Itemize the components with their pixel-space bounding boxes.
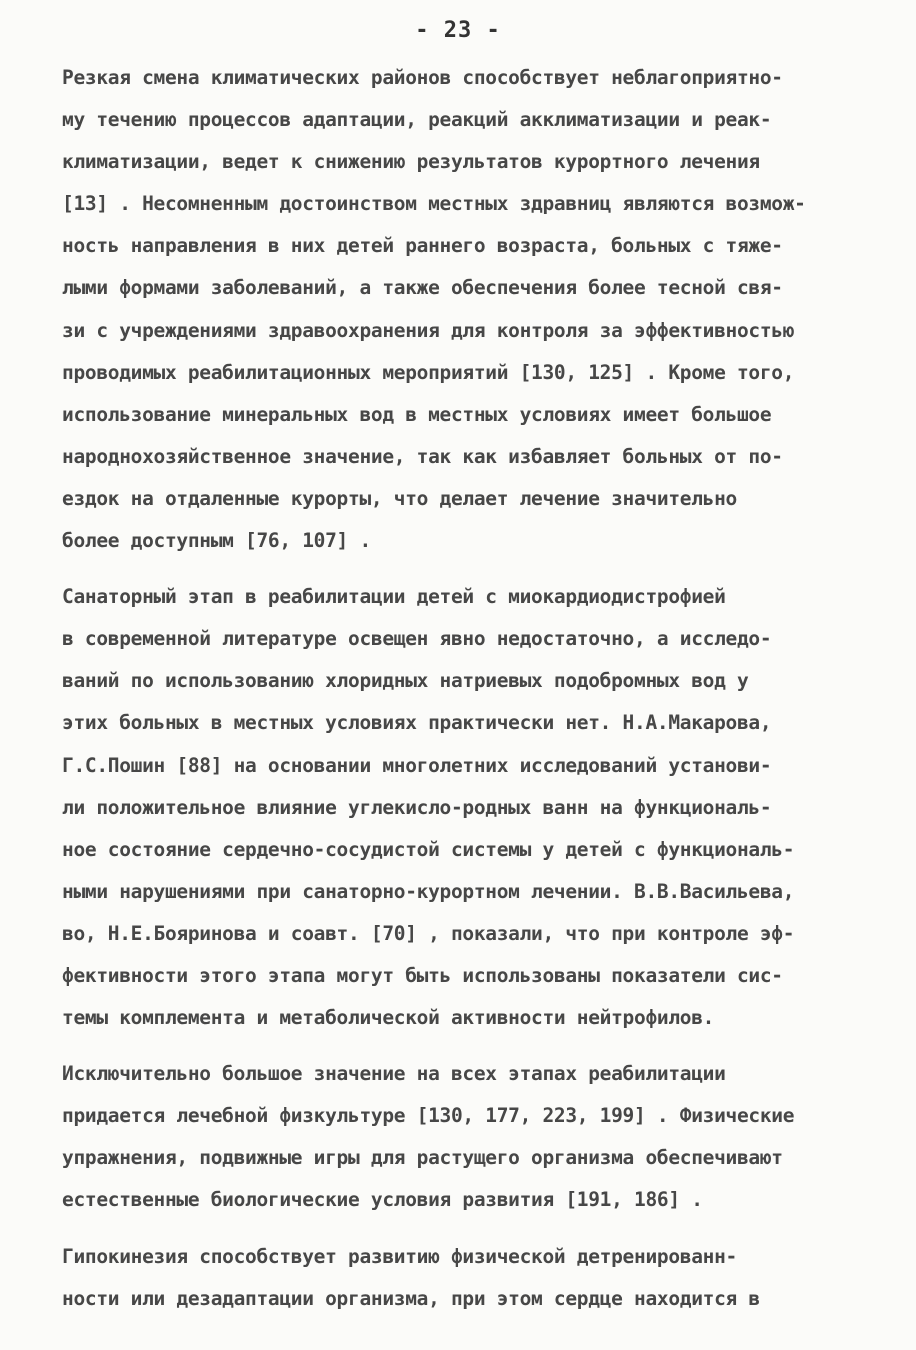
text-line: ное состояние сердечно-сосудистой системы у детей с функциональ- <box>62 837 795 861</box>
text-line: ность направления в них детей раннего возраста, больных с тяже- <box>62 234 783 258</box>
text-line: ездок на отдаленные курорты, что делает лечение значительно <box>62 486 737 510</box>
text-line: во, Н.Е.Бояринова и соавт. [70] , показали, что при контроле эф- <box>62 921 795 945</box>
text-line: темы комплемента и метаболической активности нейтрофилов. <box>62 1006 715 1030</box>
text-line: ваний по использованию хлоридных натриевых подобромных вод у <box>62 669 749 693</box>
text-line: ности или дезадаптации организма, при этом сердце находится в <box>62 1286 760 1310</box>
paragraph-1 <box>62 57 854 562</box>
page-number: - 23 - <box>415 18 501 43</box>
text-line: Г.С.Пошин [88] на основании многолетних исследований установи- <box>62 753 772 777</box>
text-line: лыми формами заболеваний, а также обеспечения более тесной свя- <box>62 276 783 300</box>
paragraph-4 <box>62 1236 854 1320</box>
text-line: Гипокинезия способствует развитию физической детренированн- <box>62 1244 737 1268</box>
text-line: му течению процессов адаптации, реакций акклиматизации и реак- <box>62 108 772 132</box>
text-line: Резкая смена климатических районов способствует неблагоприятно- <box>62 66 783 89</box>
text-line: Санаторный этап в реабилитации детей с миокардиодистрофией <box>62 585 726 609</box>
text-line: придается лечебной физкультуре [130, 177, 223, 199] . Физические <box>62 1104 795 1128</box>
paragraph-2 <box>62 576 854 1039</box>
paragraph-3 <box>62 1053 854 1221</box>
text-line: климатизации, ведет к снижению результатов курортного лечения <box>62 150 760 174</box>
text-line: ными нарушениями при санаторно-курортном лечении. В.В.Васильева, <box>62 879 795 903</box>
text-line: [13] . Несомненным достоинством местных здравниц являются возмож- <box>62 192 806 216</box>
text-line: более доступным [76, 107] . <box>62 529 371 553</box>
text-line: этих больных в местных условиях практически нет. Н.А.Макарова, <box>62 711 772 735</box>
text-line: зи с учреждениями здравоохранения для контроля за эффективностью <box>62 318 795 342</box>
text-line: народнохозяйственное значение, так как избавляет больных от по- <box>62 444 783 468</box>
text-line: использование минеральных вод в местных условиях имеет большое <box>62 402 772 426</box>
text-line: естественные биологические условия развития [191, 186] . <box>62 1188 703 1212</box>
text-line: в современной литературе освещен явно недостаточно, а исследо- <box>62 627 772 651</box>
text-line: ли положительное влияние углекисло-родных ванн на функциональ- <box>62 795 772 819</box>
text-line: Исключительно большое значение на всех этапах реабилитации <box>62 1062 726 1086</box>
text-line: проводимых реабилитационных мероприятий [130, 125] . Кроме того, <box>62 360 795 384</box>
text-line: фективности этого этапа могут быть использованы показатели сис- <box>62 963 783 987</box>
text-line: упражнения, подвижные игры для растущего организма обеспечивают <box>62 1146 783 1170</box>
